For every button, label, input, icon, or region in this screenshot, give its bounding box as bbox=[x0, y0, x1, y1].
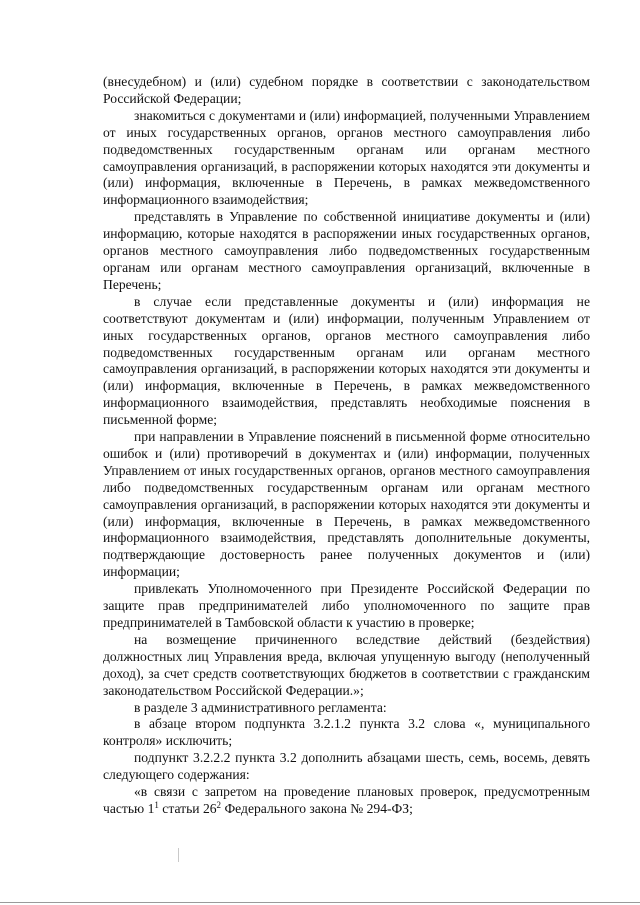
paragraph-9: в абзаце втором подпункта 3.2.1.2 пункта 3.2 слова «, муниципального контроля» исключить; bbox=[103, 716, 590, 749]
paragraph-1: (внесудебном) и (или) судебном порядке в соответствии с законодательством Российской Федерации; bbox=[103, 74, 590, 106]
paragraph-5: при направлении в Управление пояснений в письменной форме относительно ошибок и (или) противоречий в документах и (или) информации, полученных Управлением от иных государственных органов, органов местного самоуправления либо подведомственных государственным органам или органам местного самоуправления организаций, в распоряжении которых находятся эти документы и (или) информация, включенные в Перечень, в рамках межведомственного информационного взаимодействия, представлять дополнительные документы, подтверждающие достоверность ранее полученных документов и (или) информации; bbox=[103, 429, 590, 580]
paragraph-10: подпункт 3.2.2.2 пункта 3.2 дополнить абзацами шесть, семь, восемь, девять следующего содержания: bbox=[103, 750, 590, 783]
paragraph-11-part-2: статьи 26 bbox=[158, 800, 217, 816]
paragraph-11 bbox=[103, 784, 590, 818]
paragraph-11-part-3: Федерального закона № 294-ФЗ; bbox=[221, 800, 413, 816]
superscript-1: 1 bbox=[154, 799, 159, 810]
paragraph-2: знакомиться с документами и (или) информацией, полученными Управлением от иных государственных органов, органов местного самоуправления либо подведомственных государственным органам или органам местного самоуправления организаций, в распоряжении которых находятся эти документы и (или) информация, включенные в Перечень, в рамках межведомственного информационного взаимодействия; bbox=[103, 107, 590, 208]
document-body bbox=[103, 74, 590, 818]
page-bottom-edge bbox=[0, 902, 640, 903]
paragraph-11-part-1: «в связи с запретом на проведение плановых проверок, предусмотренным частью 1 bbox=[103, 784, 590, 816]
paragraph-4: в случае если представленные документы и (или) информация не соответствуют документам и (или) информации, полученным Управлением от иных государственных органов, органов местного самоуправления либо подведомственных государственным органам или органам местного самоуправления организаций, в распоряжении которых находятся эти документы и (или) информация, включенные в Перечень, в рамках межведомственного информационного взаимодействия, представлять необходимые пояснения в письменной форме; bbox=[103, 293, 590, 428]
paragraph-7: на возмещение причиненного вследствие действий (бездействия) должностных лиц Управления вреда, включая упущенную выгоду (неполученный доход), за счет средств соответствующих бюджетов в соответствии с гражданским законодательством Российской Федерации.»; bbox=[103, 631, 590, 698]
scan-artifact bbox=[178, 848, 179, 862]
paragraph-8: в разделе 3 административного регламента: bbox=[134, 699, 387, 715]
superscript-2: 2 bbox=[216, 799, 222, 810]
paragraph-3: представлять в Управление по собственной инициативе документы и (или) информацию, которые находятся в распоряжении иных государственных органов, органов местного самоуправления либо подведомственных государственным органам или органам местного самоуправления организаций, включенные в Перечень; bbox=[103, 209, 590, 292]
paragraph-6: привлекать Уполномоченного при Президенте Российской Федерации по защите прав предпринимателей либо уполномоченного по защите прав предпринимателей в Тамбовской области к участию в проверке; bbox=[103, 581, 590, 630]
